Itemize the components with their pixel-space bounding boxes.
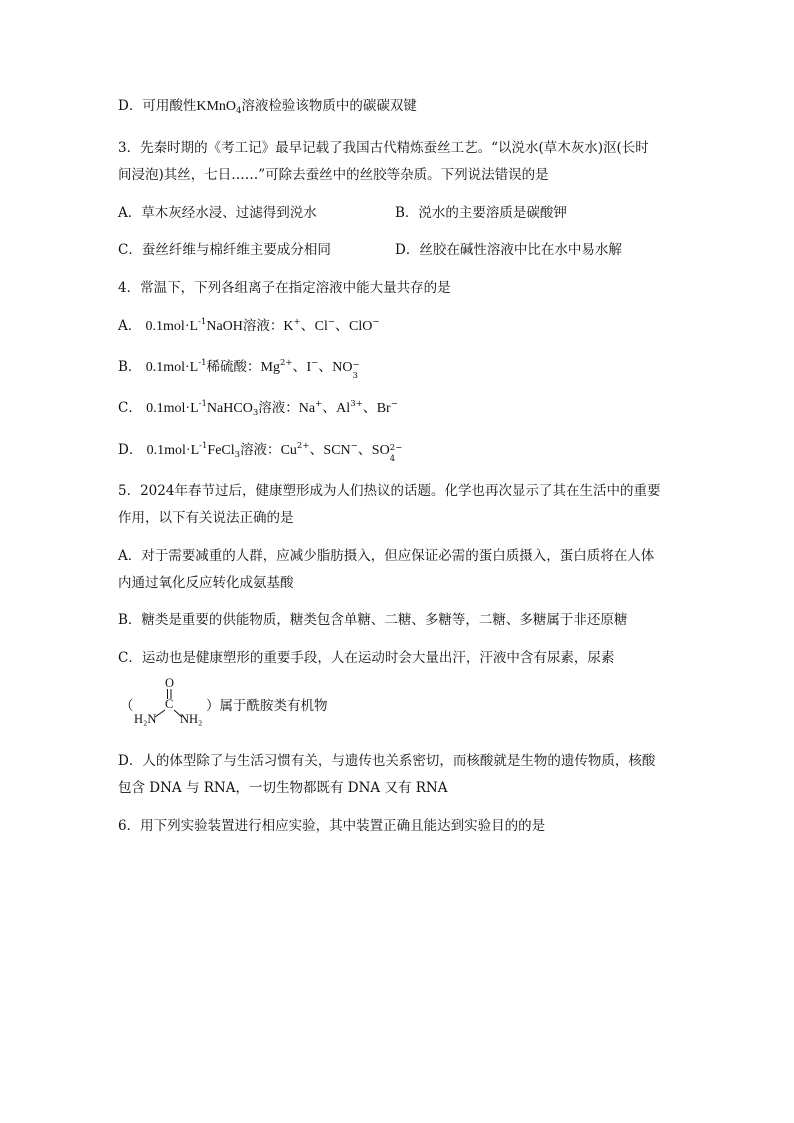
q4-b-conc: 0.1mol·L: [145, 360, 199, 375]
q4-d-ion1: Cu: [280, 443, 297, 458]
q4-d-ion3: 、SO: [357, 443, 390, 458]
q4-c-solute-sub: 3: [252, 408, 259, 418]
urea-close-text: ）属于酰胺类有机物: [206, 698, 328, 714]
q3-option-c: C．蚕丝纤维与棉纤维主要成分相同: [118, 242, 331, 258]
q4-c-label: C．: [118, 400, 142, 416]
q4-option-b: [118, 357, 360, 381]
q4-a-ion2: 、Cl: [300, 319, 328, 334]
q4-option-d: [118, 440, 403, 464]
q4-c-ion3: 、Br: [362, 401, 391, 416]
q3-option-d: D．丝胶在碱性溶液中比在水中易水解: [395, 242, 622, 258]
urea-open-paren: （: [120, 698, 134, 713]
q4-a-ion3: 、ClO: [334, 319, 373, 334]
q3-options-row2: [118, 240, 622, 260]
urea-bond-right: [174, 710, 182, 717]
kmno4-subscript: 4: [236, 106, 242, 116]
q4-b-ion3-sub: 3: [352, 370, 358, 381]
q4-a-ion1: K: [283, 319, 294, 334]
q4-c-conc-sup: -1: [198, 399, 207, 409]
q4-b-conc-sup: -1: [198, 358, 207, 368]
q3-option-b: B．涚水的主要溶质是碳酸钾: [395, 205, 567, 221]
q4-d-ion3-supsub: [389, 442, 403, 464]
q4-d-conc: 0.1mol·L: [146, 443, 200, 458]
q4-c-ion1-sup: +: [315, 399, 323, 409]
q5-stem-line1: 5．2024年春节过后，健康塑形成为人们热议的话题。化学也再次显示了其在生活中的重要: [118, 483, 661, 499]
q4-b-ion3: 、NO: [318, 360, 353, 375]
q5-option-d-line1: D．人的体型除了与生活习惯有关，与遗传也关系密切，而核酸就是生物的遗传物质，核酸: [118, 753, 656, 769]
q2-d-prefix: D．可用酸性: [118, 98, 197, 114]
q4-d-solute-sub: 3: [234, 450, 241, 460]
urea-structure: [118, 674, 378, 730]
q4-a-tail: 溶液：: [242, 318, 284, 334]
q3-options-row1: [118, 203, 567, 223]
q4-option-c: [118, 398, 398, 419]
q4-c-conc: 0.1mol·L: [146, 401, 199, 416]
q4-a-ion3-sup: −: [372, 317, 380, 327]
q2-option-d: [118, 96, 417, 117]
q4-a-conc-sup: -1: [198, 317, 207, 327]
q3-stem-line2: 间浸泡)其丝，七日……”可除去蚕丝中的丝胶等杂质。下列说法错误的是: [118, 167, 549, 183]
q4-d-ion3-sub: 4: [389, 453, 396, 464]
q4-a-ion2-sup: −: [327, 317, 335, 327]
q4-a-label: A．: [118, 318, 142, 334]
q4-a-ion1-sup: +: [293, 317, 301, 327]
q4-c-ion2: 、Al: [322, 401, 351, 416]
urea-oxygen: O: [165, 676, 175, 690]
q3-stem-line1: 3．先秦时期的《考工记》最早记载了我国古代精炼蚕丝工艺。“以涚水(草木灰水)沤(长时: [118, 140, 649, 156]
q4-stem: 4．常温下，下列各组离子在指定溶液中能大量共存的是: [118, 280, 451, 296]
q4-a-solute: NaOH: [206, 319, 243, 334]
q4-c-solute: NaHCO: [206, 401, 253, 416]
urea-bond-left: [155, 710, 165, 717]
q4-c-ion3-sup: −: [390, 399, 398, 409]
q4-b-ion1: Mg: [260, 360, 280, 375]
q4-d-conc-sup: -1: [199, 441, 208, 451]
kmno4-formula: KMnO: [196, 99, 236, 114]
q4-c-ion1: Na: [298, 401, 316, 416]
q4-d-tail: 溶液：: [240, 442, 281, 458]
q3-option-a: A．草木灰经水浸、过滤得到涚水: [118, 205, 317, 221]
q4-c-tail: 溶液：: [258, 400, 299, 416]
q4-b-solute: 稀硫酸：: [206, 359, 261, 375]
q4-b-ion2-sup: −: [311, 358, 319, 368]
q4-b-ion2: 、I: [292, 360, 312, 375]
q5-option-d-line2: 包含 DNA 与 RNA，一切生物都既有 DNA 又有 RNA: [118, 780, 448, 796]
urea-right-nh2: NH₂: [180, 712, 203, 726]
q5-option-b: B．糖类是重要的供能物质，糖类包含单糖、二糖、多糖等，二糖、多糖属于非还原糖: [118, 612, 628, 628]
q5-option-c-line1: C．运动也是健康塑形的重要手段，人在运动时会大量出汗，汗液中含有尿素，尿素: [118, 650, 615, 666]
q4-b-ion3-supsub: [352, 359, 360, 381]
q4-option-a: [118, 316, 379, 337]
q4-d-ion2: 、SCN: [309, 443, 351, 458]
q2-d-suffix: 溶液检验该物质中的碳碳双键: [241, 98, 417, 114]
q4-b-label: B．: [118, 359, 142, 375]
q4-d-solute: FeCl: [207, 443, 235, 458]
q4-d-ion1-sup: 2+: [296, 441, 310, 451]
q4-d-ion2-sup: −: [350, 441, 358, 451]
q4-b-ion3-sup: −: [352, 359, 360, 370]
q5-option-a-line1: A．对于需要减重的人群，应减少脂肪摄入，但应保证必需的蛋白质摄入，蛋白质将在人体: [118, 548, 655, 564]
q4-d-ion3-sup: 2−: [389, 442, 403, 453]
q6-stem: 6．用下列实验装置进行相应实验，其中装置正确且能达到实验目的的是: [118, 818, 546, 834]
q4-c-ion2-sup: 3+: [350, 399, 363, 409]
q4-b-ion1-sup: 2+: [279, 358, 293, 368]
urea-left-nh2: H₂N: [134, 712, 157, 726]
urea-carbon: C: [165, 697, 174, 711]
q4-d-label: D．: [118, 442, 143, 458]
q5-stem-line2: 作用，以下有关说法正确的是: [118, 510, 294, 526]
q5-option-a-line2: 内通过氧化反应转化成氨基酸: [118, 575, 294, 591]
q4-a-conc: 0.1mol·L: [145, 319, 199, 334]
